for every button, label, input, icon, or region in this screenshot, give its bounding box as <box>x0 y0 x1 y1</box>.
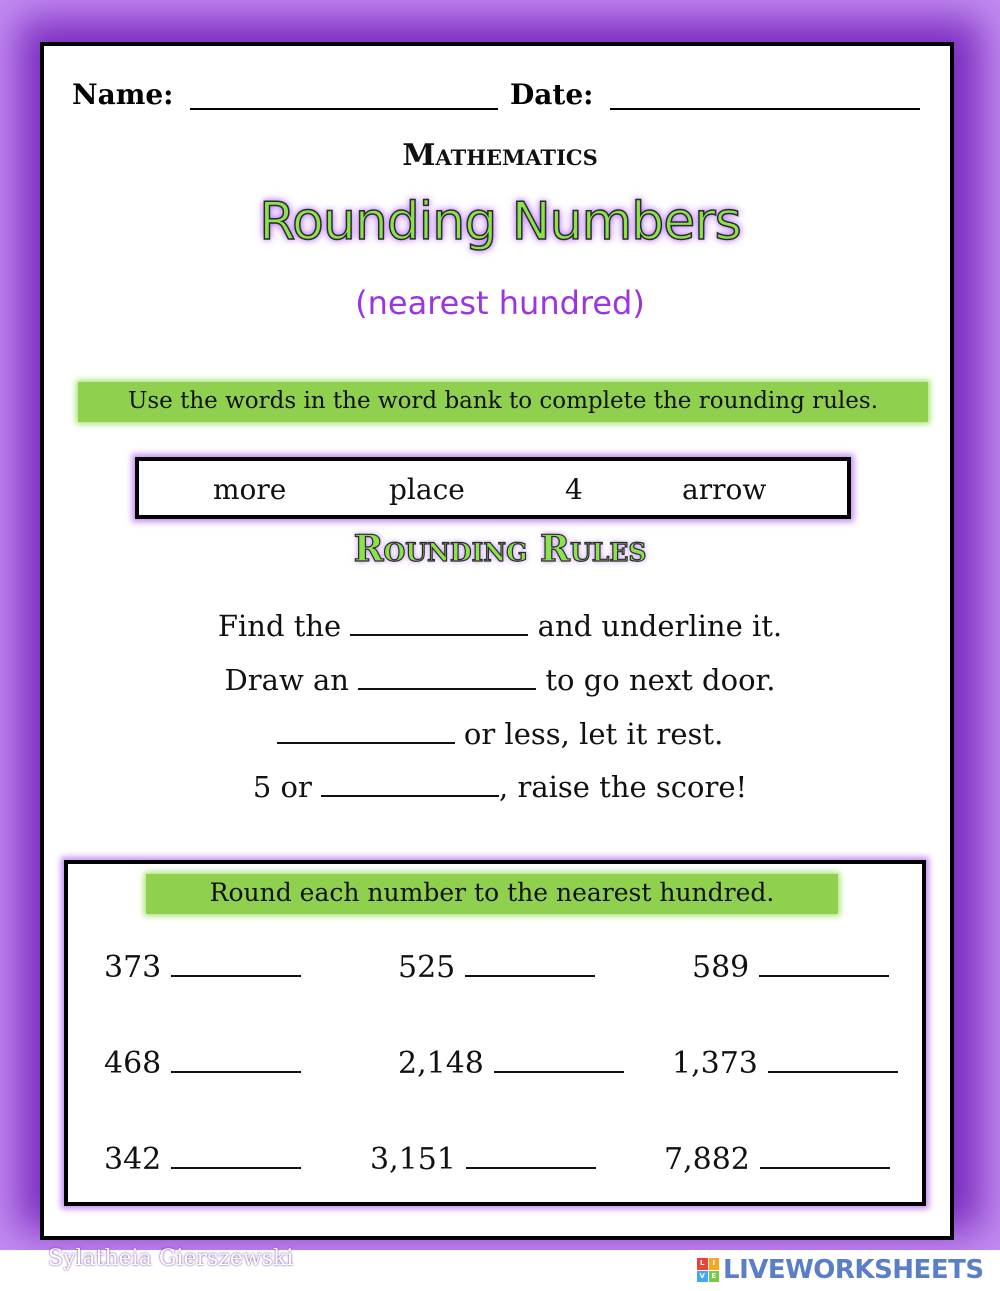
problem-number: 3,151 <box>370 1142 456 1177</box>
rule-text-after: or less, let it rest. <box>463 717 724 751</box>
badge-letter: L <box>697 1258 708 1270</box>
word-bank-item[interactable]: place <box>389 473 465 506</box>
author-credit: Sylatheia Gierszewski <box>48 1246 294 1271</box>
answer-blank[interactable] <box>760 1143 890 1169</box>
subject-heading: Mathematics <box>402 138 598 173</box>
problem-number: 2,148 <box>398 1046 484 1081</box>
problem-item <box>692 950 889 985</box>
rule-line-4 <box>0 769 1000 804</box>
problem-item <box>104 950 301 985</box>
liveworksheets-brand-text: LIVEWORKSHEETS <box>723 1255 984 1285</box>
problem-item <box>104 1142 301 1177</box>
rule-text-before: 5 or <box>252 770 312 804</box>
rule-line-3 <box>0 716 1000 751</box>
word-bank-item[interactable]: arrow <box>682 473 767 506</box>
badge-letter: I <box>709 1258 720 1270</box>
problem-item <box>104 1046 301 1081</box>
rule-line-1 <box>0 608 1000 643</box>
problem-number: 1,373 <box>672 1046 758 1081</box>
worksheet-subtitle: (nearest hundred) <box>355 284 645 322</box>
problem-number: 525 <box>398 950 456 985</box>
badge-letter: V <box>697 1271 708 1283</box>
rule-text-after: to go next door. <box>545 663 776 697</box>
answer-blank[interactable] <box>171 1047 301 1073</box>
rule-text-after: and underline it. <box>537 609 783 643</box>
rule-blank-2[interactable] <box>358 662 536 690</box>
problem-number: 342 <box>104 1142 162 1177</box>
rule-text-after: , raise the score! <box>499 770 748 804</box>
date-label: Date: <box>510 78 594 111</box>
answer-blank[interactable] <box>171 1143 301 1169</box>
problem-item <box>398 1046 624 1081</box>
problem-number: 7,882 <box>664 1142 750 1177</box>
rule-blank-3[interactable] <box>277 716 455 744</box>
rules-heading: Rounding Rules <box>353 528 647 570</box>
rule-text-before: Find the <box>217 609 342 643</box>
rule-blank-1[interactable] <box>350 608 528 636</box>
name-label: Name: <box>72 78 174 111</box>
date-field[interactable] <box>610 108 920 110</box>
badge-letter: E <box>709 1271 720 1283</box>
name-field[interactable] <box>190 108 498 110</box>
liveworksheets-logo[interactable] <box>697 1256 984 1284</box>
answer-blank[interactable] <box>759 951 889 977</box>
instruction-banner-word-bank: Use the words in the word bank to complete the rounding rules. <box>78 382 928 422</box>
problem-number: 373 <box>104 950 162 985</box>
word-bank-item[interactable]: 4 <box>565 473 583 506</box>
rule-text-before: Draw an <box>224 663 349 697</box>
rule-line-2 <box>0 662 1000 697</box>
problem-item <box>398 950 595 985</box>
rule-blank-4[interactable] <box>321 769 499 797</box>
instruction-banner-rounding: Round each number to the nearest hundred. <box>146 874 838 914</box>
answer-blank[interactable] <box>768 1047 898 1073</box>
problem-item <box>664 1142 890 1177</box>
answer-blank[interactable] <box>465 951 595 977</box>
problem-number: 589 <box>692 950 750 985</box>
answer-blank[interactable] <box>171 951 301 977</box>
word-bank-box <box>135 457 851 519</box>
worksheet-title: Rounding Numbers <box>259 192 741 252</box>
problem-item <box>370 1142 596 1177</box>
liveworksheets-badge-icon <box>697 1258 719 1282</box>
word-bank-item[interactable]: more <box>213 473 287 506</box>
problem-number: 468 <box>104 1046 162 1081</box>
problem-item <box>672 1046 898 1081</box>
answer-blank[interactable] <box>494 1047 624 1073</box>
answer-blank[interactable] <box>466 1143 596 1169</box>
